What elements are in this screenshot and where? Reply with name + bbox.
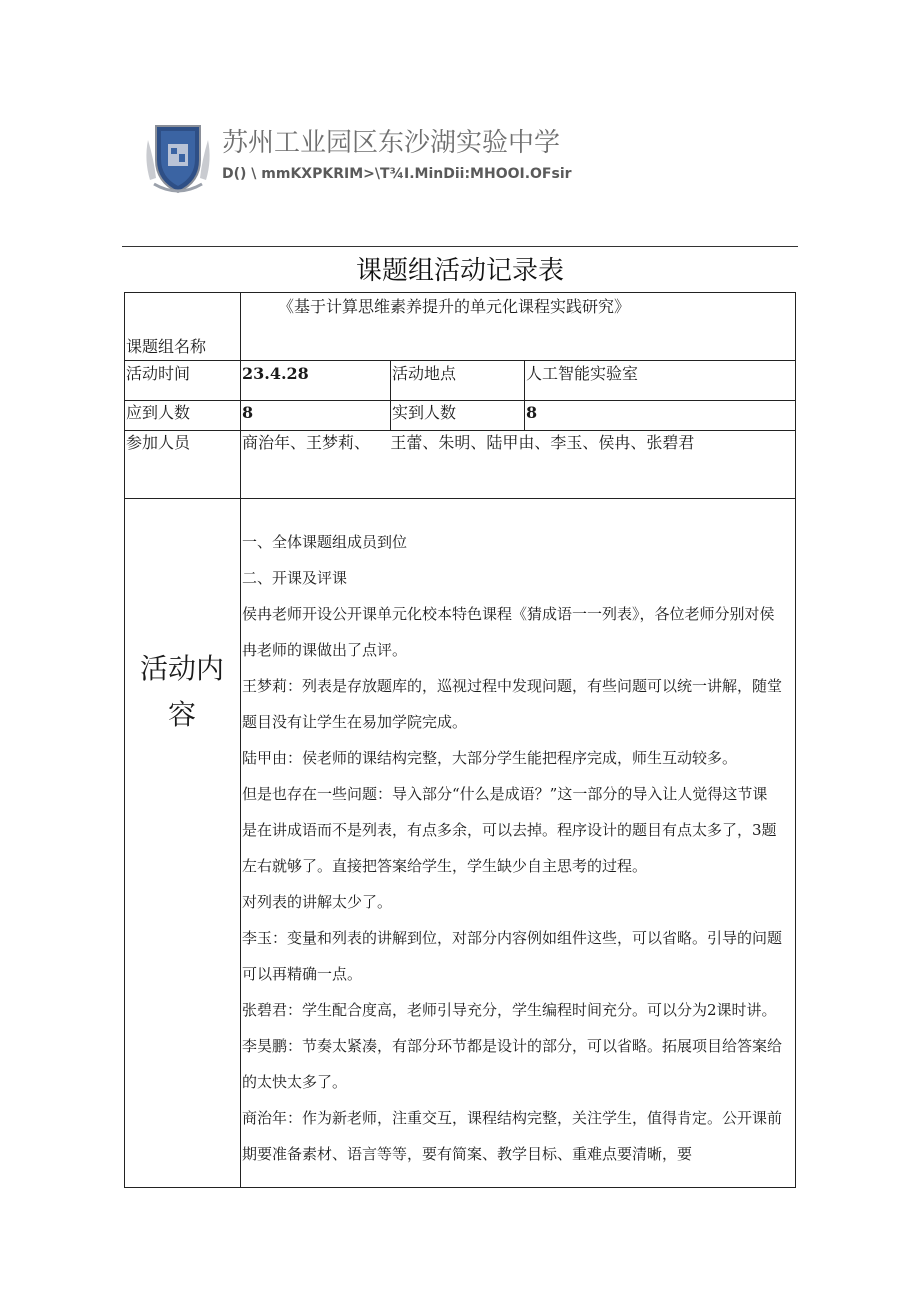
participants-label: 参加人员 (126, 433, 191, 452)
content-line: 左右就够了。直接把答案给学生，学生缺少自主思考的过程。 (242, 857, 648, 875)
table-column-divider (240, 292, 241, 1188)
table-border-left (124, 292, 125, 1188)
content-line: 是在讲成语而不是列表，有点多余，可以去掉。程序设计的题目有点太多了，3题 (242, 821, 777, 839)
activity-content (242, 524, 794, 1172)
content-line: 李玉：变量和列表的讲解到位，对部分内容例如组件这些，可以省略。引导的问题 (242, 929, 783, 947)
time-value: 23.4.28 (242, 364, 309, 383)
content-label-line: 活动内 (139, 652, 224, 685)
content-line: 冉老师的课做出了点评。 (242, 641, 408, 659)
place-value: 人工智能实验室 (526, 364, 639, 383)
participants-value: 商治年、王梦莉、 王蕾、朱明、陆甲由、李玉、侯冉、张碧君 (242, 433, 695, 452)
content-label-line: 容 (167, 698, 196, 731)
table-row-divider (124, 400, 796, 401)
content-label (124, 646, 240, 738)
content-line: 期要准备素材、语言等等，要有简案、教学目标、重难点要清晰，要 (242, 1145, 693, 1163)
header-divider (122, 246, 798, 247)
content-line: 李昊鹏：节奏太紧凑，有部分环节都是设计的部分，可以省略。拓展项目给答案给 (242, 1037, 783, 1055)
content-line: 侯冉老师开设公开课单元化校本特色课程《猜成语一一列表》，各位老师分别对侯 (242, 605, 775, 623)
actual-count-value: 8 (526, 403, 538, 422)
table-column-divider (390, 360, 391, 430)
content-line: 二、开课及评课 (242, 569, 348, 587)
table-row-divider (124, 360, 796, 361)
table-row-divider (124, 430, 796, 431)
content-line: 商治年：作为新老师，注重交互，课程结构完整，关注学生，值得肯定。公开课前 (242, 1109, 783, 1127)
table-border-bottom (124, 1187, 796, 1188)
expected-count-value: 8 (242, 403, 254, 422)
actual-count-label: 实到人数 (392, 403, 457, 422)
school-name: 苏州工业园区东沙湖实验中学 (222, 128, 561, 158)
table-column-divider (524, 360, 525, 430)
place-label: 活动地点 (392, 364, 457, 383)
group-name-value: 《基于计算思维素养提升的单元化课程实践研究》 (278, 297, 631, 316)
table-row-divider (124, 498, 796, 499)
content-line: 题目没有让学生在易加学院完成。 (242, 713, 468, 731)
content-line: 一、全体课题组成员到位 (242, 533, 408, 551)
page-title: 课题组活动记录表 (355, 256, 564, 286)
table-border-top (124, 292, 796, 293)
content-line: 可以再精确一点。 (242, 965, 363, 983)
content-line: 但是也存在一些问题：导入部分“什么是成语？”这一部分的导入让人觉得这节课 (242, 785, 768, 803)
content-line: 陆甲由：侯老师的课结构完整，大部分学生能把程序完成，师生互动较多。 (242, 749, 738, 767)
school-crest-icon (140, 120, 216, 196)
school-header (140, 118, 700, 198)
record-table (124, 292, 796, 1188)
content-line: 王梦莉：列表是存放题库的，巡视过程中发现问题，有些问题可以统一讲解，随堂 (242, 677, 783, 695)
table-border-right (795, 292, 796, 1188)
content-line: 张碧君：学生配合度高，老师引导充分，学生编程时间充分。可以分为2课时讲。 (242, 1001, 777, 1019)
school-english-name: D() \ mmKXPKRIM>\T¾I.MinDii:MHOOI.OFsir (222, 166, 572, 182)
group-name-label: 课题组名称 (126, 337, 207, 356)
expected-count-label: 应到人数 (126, 403, 191, 422)
content-line: 的太快太多了。 (242, 1073, 348, 1091)
time-label: 活动时间 (126, 364, 191, 383)
content-line: 对列表的讲解太少了。 (242, 893, 393, 911)
